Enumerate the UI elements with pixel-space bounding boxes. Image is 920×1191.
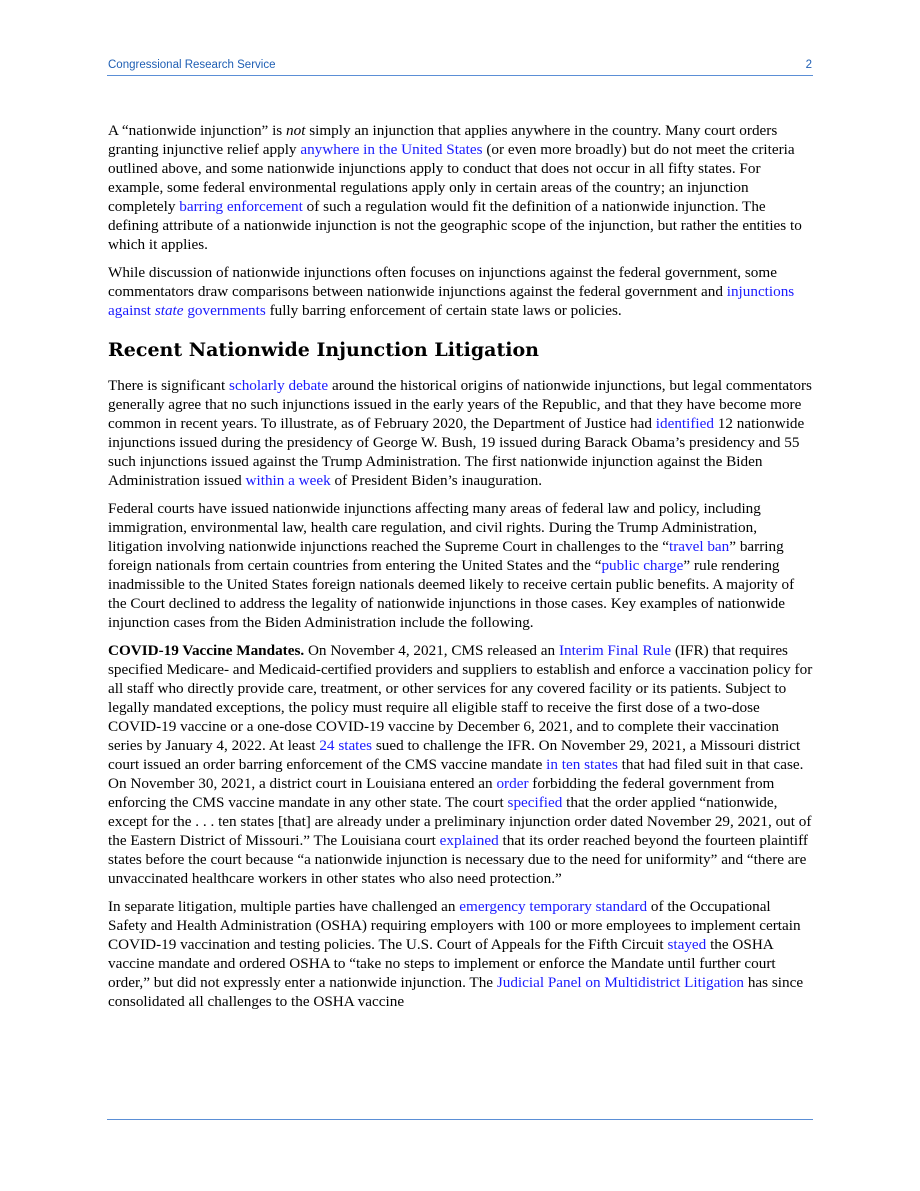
document-body	[108, 121, 813, 1020]
paragraph-osha-litigation: In separate litigation, multiple parties have challenged an emergency temporary standard of the Occupational Safety and Health Administration (OSHA) requiring employers with 100 or more employees to implement certain COVID-19 vaccination and testing policies. The U.S. Court of Appeals for the Fifth Circuit stayed the OSHA vaccine mandate and ordered OSHA to “take no steps to implement or enforce the Mandate until further court order,” but did not expressly enter a nationwide injunction. The Judicial Panel on Multidistrict Litigation has since consolidated all challenges to the OSHA vaccine	[108, 898, 804, 1010]
run-in-heading: COVID-19 Vaccine Mandates.	[108, 642, 305, 659]
paragraph-nationwide-definition: A “nationwide injunction” is not simply an injunction that applies anywhere in the country. Many court orders granting injunctive relief apply anywhere in the United States (or even more broadly) but do not meet the criteria outlined above, and some nationwide injunctions apply to conduct that does not occur in all fifty states. For example, some federal environmental regulations apply only in certain areas of the country; an injunction completely barring enforcement of such a regulation would fit the definition of a nationwide injunction. The defining attribute of a nationwide injunction is not the geographic scope of the injunction, but rather the entities to which it applies.	[108, 122, 802, 253]
link-24-states[interactable]: 24 states	[319, 737, 373, 754]
link-explained[interactable]: explained	[439, 832, 499, 849]
link-order[interactable]: order	[496, 775, 529, 792]
link-anywhere-in-the-united-states[interactable]: anywhere in the United States	[300, 141, 483, 158]
link-interim-final-rule[interactable]: Interim Final Rule	[558, 642, 672, 659]
running-header	[107, 57, 813, 76]
emphasis-not: not	[286, 122, 306, 139]
link-stayed[interactable]: stayed	[667, 936, 707, 953]
paragraph-state-comparisons: While discussion of nationwide injunctions often focuses on injunctions against the federal government, some commentators draw comparisons between nationwide injunctions against the federal government and injunctions against state governments fully barring enforcement of certain state laws or policies.	[108, 264, 795, 319]
paragraph-historical-origins: There is significant scholarly debate around the historical origins of nationwide injunctions, but legal commentators generally agree that no such injunctions issued in the early years of the Republic, and that they have become more common in recent years. To illustrate, as of February 2020, the Department of Justice had identified 12 nationwide injunctions issued during the presidency of George W. Bush, 19 issued during Barack Obama’s presidency and 55 such injunctions issued against the Trump Administration. The first nationwide injunction against the Biden Administration issued within a week of President Biden’s inauguration.	[108, 377, 812, 489]
link-emergency-temporary-standard[interactable]: emergency temporary standard	[459, 898, 648, 915]
link-injunctions-against-state-governments[interactable]: injunctions against state governments	[108, 283, 795, 319]
link-identified[interactable]: identified	[655, 415, 714, 432]
link-barring-enforcement[interactable]: barring enforcement	[179, 198, 303, 215]
page-number: 2	[805, 59, 812, 71]
link-public-charge[interactable]: public charge	[601, 557, 684, 574]
link-within-a-week[interactable]: within a week	[245, 472, 331, 489]
footer-divider	[107, 1119, 813, 1120]
section-heading: Recent Nationwide Injunction Litigation	[108, 339, 539, 361]
link-scholarly-debate[interactable]: scholarly debate	[229, 377, 329, 394]
header-source: Congressional Research Service	[108, 59, 276, 71]
paragraph-areas-of-law: Federal courts have issued nationwide injunctions affecting many areas of federal law and policy, including immigration, environmental law, health care regulation, and civil rights. During the Trump Administration, litigation involving nationwide injunctions reached the Supreme Court in challenges to the “travel ban” barring foreign nationals from certain countries from entering the United States and the “public charge” rule rendering inadmissible to the United States foreign nationals deemed likely to receive certain public benefits. A majority of the Court declined to address the legality of nationwide injunctions in those cases. Key examples of nationwide injunction cases from the Biden Administration include the following.	[108, 500, 795, 631]
link-travel-ban[interactable]: travel ban	[668, 538, 730, 555]
link-in-ten-states[interactable]: in ten states	[546, 756, 618, 773]
paragraph-covid-vaccine-mandates: COVID-19 Vaccine Mandates. On November 4, 2021, CMS released an Interim Final Rule (IFR) that requires specified Medicare- and Medicaid-certified providers and suppliers to establish and enforce a vaccination policy for all staff who directly provide care, treatment, or other services for any covered facility or its patients. Subject to legally mandated exceptions, the policy must require all eligible staff to receive the first dose of a two-dose COVID-19 vaccine or a one-dose COVID-19 vaccine by December 6, 2021, and to complete their vaccination series by January 4, 2022. At least 24 states sued to challenge the IFR. On November 29, 2021, a Missouri district court issued an order barring enforcement of the CMS vaccine mandate in ten states that had filed suit in that case. On November 30, 2021, a district court in Louisiana entered an order forbidding the federal government from enforcing the CMS vaccine mandate in any other state. The court specified that the order applied “nationwide, except for the . . . ten states [that] are already under a preliminary injunction order dated November 29, 2021, out of the Eastern District of Missouri.” The Louisiana court explained that its order reached beyond the fourteen plaintiff states before the court because “a nationwide injunction is necessary due to the need for uniformity” and “there are unvaccinated healthcare workers in other states who also need protection.”	[108, 642, 813, 887]
link-specified[interactable]: specified	[507, 794, 563, 811]
link-judicial-panel-on-multidistrict-litigation[interactable]: Judicial Panel on Multidistrict Litigation	[496, 974, 745, 991]
